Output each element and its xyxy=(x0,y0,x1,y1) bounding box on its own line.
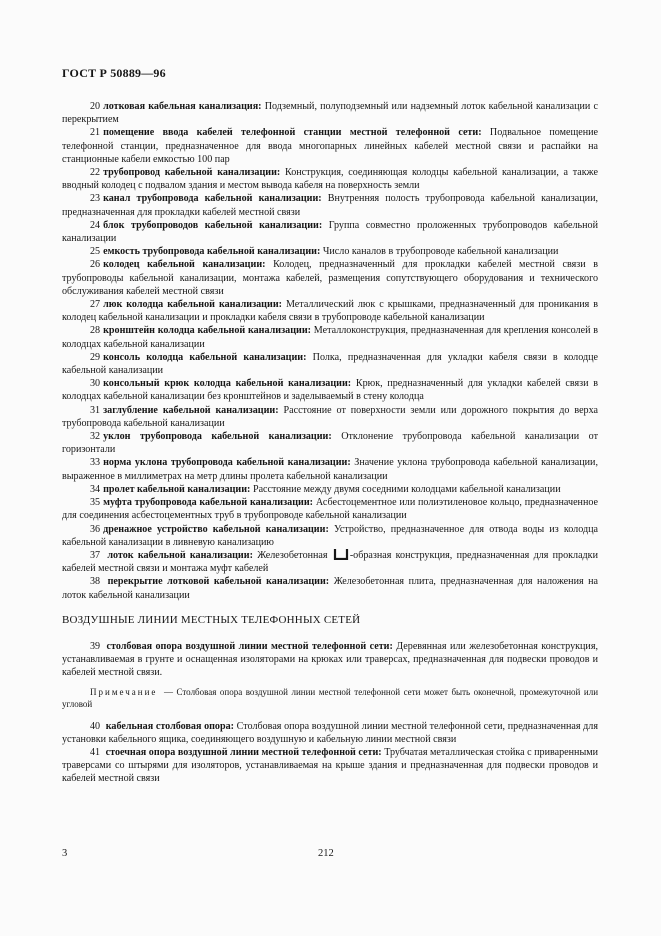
term-entry xyxy=(62,219,598,245)
term-definition: Крюк, предназначенный для укладки кабелей связи в колодцах кабельной канализации без кронштейнов и заделываемый в стену колодца xyxy=(62,378,598,403)
term-name: уклон трубопровода кабельной канализации: xyxy=(103,431,332,443)
note xyxy=(62,686,598,710)
term-entry xyxy=(62,549,598,575)
term-entry xyxy=(62,746,598,786)
term-name: трубопровод кабельной канализации: xyxy=(103,167,281,179)
term-entry xyxy=(62,430,598,456)
term-definition-part: Железобетонная xyxy=(257,549,328,561)
term-number: 26 xyxy=(90,259,101,271)
document-header: ГОСТ Р 50889—96 xyxy=(62,66,166,80)
term-number: 30 xyxy=(90,378,101,390)
document-body xyxy=(62,100,598,786)
term-name: заглубление кабельной канализации: xyxy=(103,404,279,416)
note-label: Примечание xyxy=(90,686,158,697)
term-name: кронштейн колодца кабельной канализации: xyxy=(103,325,312,337)
term-number: 22 xyxy=(90,167,101,179)
term-definition: Внутренняя полость трубопровода кабельной канализации, предназначенная для прокладки кабелей местной связи xyxy=(62,193,598,218)
term-number: 35 xyxy=(90,497,101,509)
term-name: дренажное устройство кабельной канализации: xyxy=(103,523,329,535)
term-definition: Подвальное помещение телефонной станции, предназначенное для ввода многопарных линейных кабелей местной связи и распайки на станционные кабели емкостью 100 пар xyxy=(62,127,598,165)
term-entry xyxy=(62,192,598,218)
term-number: 21 xyxy=(90,127,101,139)
term-definition: Асбестоцементное или полиэтиленовое кольцо, предназначенное для соединения асбестоцементных труб в трубопроводе кабельной канализации xyxy=(62,497,598,522)
term-name: блок трубопроводов кабельной канализации: xyxy=(103,219,323,231)
term-definition: Отклонение трубопровода кабельной канализации от горизонтали xyxy=(62,431,598,456)
term-entry xyxy=(62,258,598,298)
term-definition: Столбовая опора воздушной линии местной телефонной сети, предназначенная для установки кабельного ящика, соединяющего воздушную и кабельную линии местной связи xyxy=(62,720,598,745)
term-definition: Деревянная или железобетонная конструкция, устанавливаемая в грунте и оснащенная изоляторами на крюках или траверсах, предназначенная для подвески проводов и кабелей местной связи. xyxy=(62,640,598,679)
term-entry xyxy=(62,351,598,377)
term-name: колодец кабельной канализации: xyxy=(103,259,266,271)
term-entry xyxy=(62,166,598,192)
term-definition: Подземный, полуподземный или надземный лоток кабельной канализации с перекрытием xyxy=(62,101,598,126)
term-number: 36 xyxy=(90,523,101,535)
term-entry xyxy=(62,377,598,403)
footer-collection-page: 212 xyxy=(318,848,334,859)
term-number: 37 xyxy=(90,549,101,561)
term-definition: Число каналов в трубопроводе кабельной канализации xyxy=(322,246,559,258)
term-entry xyxy=(62,298,598,324)
term-name: столбовая опора воздушной линии местной телефонной сети: xyxy=(106,640,393,652)
term-entry xyxy=(62,720,598,746)
term-name: пролет кабельной канализации: xyxy=(103,483,251,495)
term-definition: Устройство, предназначенное для отвода воды из колодца кабельной канализации в ливневую канализацию xyxy=(62,523,598,548)
section-heading: ВОЗДУШНЫЕ ЛИНИИ МЕСТНЫХ ТЕЛЕФОННЫХ СЕТЕЙ xyxy=(62,613,361,626)
term-entry xyxy=(62,245,598,258)
term-entry xyxy=(62,404,598,430)
term-definition: Трубчатая металлическая стойка с приваренными траверсами со штырями для изоляторов, устанавливаемая на крыше здания и предназначенная для подвески проводов и кабелей местной связи xyxy=(62,746,599,785)
term-entry xyxy=(62,126,598,166)
footer-page-number: 3 xyxy=(62,848,68,859)
term-name: консольный крюк колодца кабельной канализации: xyxy=(103,378,352,390)
term-name: помещение ввода кабелей телефонной станции местной телефонной сети: xyxy=(103,127,482,139)
term-number: 23 xyxy=(90,193,101,205)
term-name: муфта трубопровода кабельной канализации: xyxy=(103,497,314,509)
term-number: 25 xyxy=(90,246,101,258)
term-entry xyxy=(62,483,598,496)
term-definition: Конструкция, соединяющая колодцы кабельной канализации, а также вводный колодец с подвалом здания и местом вывода кабеля на поверхность земли xyxy=(62,167,598,192)
term-entry xyxy=(62,456,598,482)
term-definition: Расстояние от поверхности земли или дорожного покрытия до верха трубопровода кабельной канализации xyxy=(62,404,598,429)
term-name: кабельная столбовая опора: xyxy=(105,720,234,732)
term-definition: Группа совместно проложенных трубопроводов кабельной канализации xyxy=(62,219,598,245)
term-number: 20 xyxy=(90,101,101,112)
term-number: 27 xyxy=(90,299,101,311)
terms-list-cable-ducts xyxy=(62,100,598,549)
term-number: 39 xyxy=(90,640,101,652)
term-entry xyxy=(62,496,598,522)
term-name: перекрытие лотковой кабельной канализации: xyxy=(107,576,330,588)
term-entry xyxy=(62,523,598,549)
term-name: норма уклона трубопровода кабельной канализации: xyxy=(103,457,351,469)
term-number: 29 xyxy=(90,351,101,363)
term-number: 31 xyxy=(90,404,101,416)
term-number: 33 xyxy=(90,457,101,469)
term-name: емкость трубопровода кабельной канализации: xyxy=(103,246,321,258)
term-entry xyxy=(62,324,598,350)
term-definition: Металлоконструкция, предназначенная для крепления консолей в колодцах кабельной канализации xyxy=(62,325,598,350)
term-number: 28 xyxy=(90,325,101,337)
term-name: лоток кабельной канализации: xyxy=(107,549,253,561)
term-definition-part: -образная конструкция, предназначенная для прокладки кабелей местной связи и монтажа муфт кабелей xyxy=(62,549,598,575)
term-name: канал трубопровода кабельной канализации: xyxy=(103,193,322,205)
term-definition: Полка, предназначенная для укладки кабеля связи в колодце кабельной канализации xyxy=(62,351,598,377)
term-definition: Колодец, предназначенный для прокладки кабелей местной связи в трубопроводы кабельной канализации, монтажа кабелей, размещения сопутствующего оборудования и технического обслуживания кабелей местной связи xyxy=(62,259,598,297)
term-name: лотковая кабельная канализация: xyxy=(103,101,262,112)
term-entry xyxy=(62,640,598,680)
term-definition: Расстояние между двумя соседними колодцами кабельной канализации xyxy=(252,483,561,495)
term-number: 32 xyxy=(90,431,101,443)
term-name: люк колодца кабельной канализации: xyxy=(103,299,282,311)
term-number: 40 xyxy=(90,720,101,732)
term-number: 24 xyxy=(90,219,101,231)
term-number: 41 xyxy=(90,746,101,758)
term-name: консоль колодца кабельной канализации: xyxy=(103,351,307,363)
note-text: — Столбовая опора воздушной линии местной телефонной сети может быть оконечной, промежуточной или угловой xyxy=(62,686,599,709)
term-number: 34 xyxy=(90,483,101,495)
term-number: 38 xyxy=(90,576,101,588)
term-definition: Железобетонная плита, предназначенная для наложения на лоток кабельной канализации xyxy=(62,576,599,601)
term-definition: Металлический люк с крышками, предназначенный для проникания в колодец кабельной канализации и прокладки кабеля связи в трубопроводе кабельной канализации xyxy=(62,299,598,324)
term-entry xyxy=(62,100,598,126)
u-shape-icon xyxy=(333,549,349,560)
term-definition: Значение уклона трубопровода кабельной канализации, выраженное в миллиметрах на метр длины пролета кабельной канализации xyxy=(62,457,598,482)
term-entry xyxy=(62,575,598,601)
term-name: стоечная опора воздушной линии местной телефонной сети: xyxy=(105,746,382,758)
